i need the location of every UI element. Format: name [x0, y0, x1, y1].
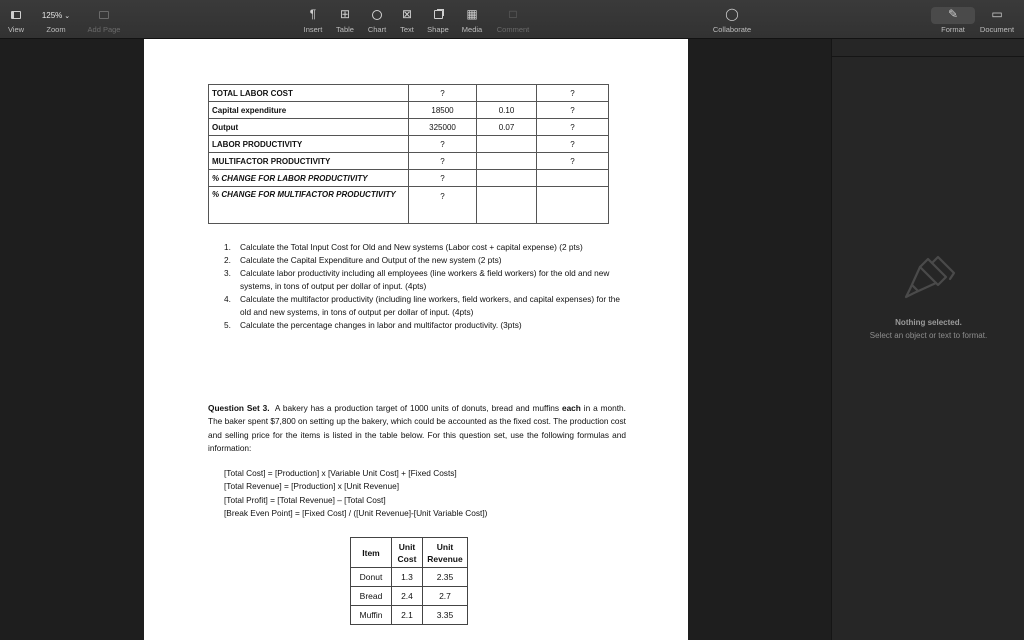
- table-cell[interactable]: ?: [409, 170, 477, 187]
- plus-box-icon: [74, 6, 134, 22]
- list-number: 2.: [224, 255, 231, 265]
- bakery-header-item: Item: [351, 538, 392, 568]
- list-number: 3.: [224, 268, 231, 278]
- table-cell[interactable]: 0.10: [477, 102, 537, 119]
- bakery-header-unit-revenue: Unit Revenue: [423, 538, 468, 568]
- table-cell[interactable]: Donut: [351, 568, 392, 587]
- list-text: Calculate the Capital Expenditure and Output of the new system (2 pts): [240, 255, 502, 265]
- people-icon: ◯: [725, 7, 739, 21]
- table-cell[interactable]: ?: [537, 153, 609, 170]
- table-button[interactable]: ⊞ Table: [315, 6, 375, 34]
- table-cell[interactable]: ?: [537, 136, 609, 153]
- list-text: Calculate labor productivity including all employees (line workers & field workers) for the old and new systems, in tons of output per dollar of input. (4pts): [240, 268, 610, 291]
- document-button[interactable]: ▭ Document: [967, 6, 1024, 34]
- table-cell[interactable]: 3.35: [423, 606, 468, 625]
- table-cell[interactable]: 2.1: [392, 606, 423, 625]
- formula-list: [224, 467, 487, 520]
- list-item: [224, 267, 624, 293]
- table-cell[interactable]: ?: [409, 85, 477, 102]
- table-cell[interactable]: ?: [409, 136, 477, 153]
- document-page[interactable]: [144, 39, 688, 640]
- chart-button[interactable]: Chart: [347, 6, 407, 34]
- list-number: 5.: [224, 320, 231, 330]
- list-item: [224, 241, 624, 254]
- bakery-header-unit-cost: Unit Cost: [392, 538, 423, 568]
- table-cell[interactable]: 18500: [409, 102, 477, 119]
- question-list: [224, 241, 624, 332]
- table-cell[interactable]: 2.35: [423, 568, 468, 587]
- table-row[interactable]: [209, 187, 609, 224]
- row-label[interactable]: % CHANGE FOR MULTIFACTOR PRODUCTIVITY: [209, 187, 409, 224]
- zoom-button[interactable]: 125% ⌄ Zoom: [26, 6, 86, 34]
- add-page-button[interactable]: Add Page: [74, 6, 134, 34]
- format-sidebar: [831, 39, 1024, 640]
- productivity-table[interactable]: [208, 84, 609, 224]
- table-cell[interactable]: 2.7: [423, 587, 468, 606]
- comment-icon: □: [509, 7, 517, 21]
- media-button[interactable]: ▦ Media: [442, 6, 502, 34]
- row-label[interactable]: TOTAL LABOR COST: [209, 85, 409, 102]
- question-set-heading: Question Set 3.: [208, 403, 270, 413]
- formula-line: [Total Revenue] = [Production] x [Unit Revenue]: [224, 481, 400, 492]
- table-cell[interactable]: [537, 187, 609, 224]
- question-set-3-paragraph: Question Set 3. A bakery has a production target of 1000 units of donuts, bread and muffins each in a month. The baker spent $7,800 on setting up the bakery, which could be accounted as the fixed cost. The production cost and selling price for the items is listed in the table below. For this question set, use the following formulas and information:: [208, 403, 626, 453]
- table-cell[interactable]: [537, 170, 609, 187]
- textbox-icon: ⊠: [401, 7, 413, 21]
- row-label[interactable]: LABOR PRODUCTIVITY: [209, 136, 409, 153]
- table-row[interactable]: [209, 153, 609, 170]
- formula-line: [Total Cost] = [Production] x [Variable Unit Cost] + [Fixed Costs]: [224, 468, 457, 478]
- view-button[interactable]: View: [0, 6, 46, 34]
- paintbrush-icon: ✎: [947, 7, 959, 21]
- shape-button[interactable]: Shape: [408, 6, 468, 34]
- list-text: Calculate the multifactor productivity (including line workers, field workers, and capital expenses) for the old and new systems, in tons of output per dollar of input. (4pts): [240, 294, 620, 317]
- table-row[interactable]: [209, 170, 609, 187]
- toolbar: [0, 0, 1024, 39]
- bakery-table[interactable]: [350, 537, 468, 625]
- image-icon: ▦: [466, 7, 478, 21]
- table-cell[interactable]: 0.07: [477, 119, 537, 136]
- table-cell[interactable]: [477, 136, 537, 153]
- comment-button[interactable]: □ Comment: [483, 6, 543, 34]
- text-button[interactable]: ⊠ Text: [377, 6, 437, 34]
- list-number: 1.: [224, 242, 231, 252]
- table-cell[interactable]: Muffin: [351, 606, 392, 625]
- chevron-down-icon: ⌄: [64, 13, 71, 20]
- sidebar-subtitle: Select an object or text to format.: [869, 331, 988, 340]
- table-cell[interactable]: [477, 85, 537, 102]
- table-cell[interactable]: 325000: [409, 119, 477, 136]
- zoom-value[interactable]: 125% ⌄: [41, 11, 71, 20]
- sidebar-header: [832, 39, 1024, 57]
- table-row[interactable]: [351, 587, 468, 606]
- table-cell[interactable]: 2.4: [392, 587, 423, 606]
- table-cell[interactable]: Bread: [351, 587, 392, 606]
- document-icon: ▭: [991, 7, 1003, 21]
- list-item: [224, 254, 624, 267]
- formula-line: [Total Profit] = [Total Revenue] – [Total Cost]: [224, 494, 386, 505]
- list-number: 4.: [224, 294, 231, 304]
- table-cell[interactable]: ?: [537, 119, 609, 136]
- document-canvas[interactable]: [0, 39, 831, 640]
- table-row[interactable]: [209, 102, 609, 119]
- collaborate-button[interactable]: ◯ Collaborate: [702, 6, 762, 34]
- pilcrow-icon: ¶: [309, 7, 317, 21]
- table-cell[interactable]: ?: [409, 153, 477, 170]
- list-text: Calculate the percentage changes in labor and multifactor productivity. (3pts): [240, 320, 522, 330]
- format-button[interactable]: ✎ Format: [923, 6, 983, 34]
- table-row[interactable]: [209, 119, 609, 136]
- row-label[interactable]: Output: [209, 119, 409, 136]
- insert-button[interactable]: ¶ Insert: [283, 6, 343, 34]
- table-cell[interactable]: [477, 187, 537, 224]
- table-cell[interactable]: [477, 170, 537, 187]
- table-row[interactable]: [351, 568, 468, 587]
- table-row[interactable]: [209, 136, 609, 153]
- table-cell[interactable]: ?: [537, 102, 609, 119]
- row-label[interactable]: % CHANGE FOR LABOR PRODUCTIVITY: [209, 170, 409, 187]
- table-cell[interactable]: 1.3: [392, 568, 423, 587]
- table-cell[interactable]: [477, 153, 537, 170]
- table-row[interactable]: [351, 606, 468, 625]
- table-icon: ⊞: [339, 7, 351, 21]
- row-label[interactable]: Capital expenditure: [209, 102, 409, 119]
- sidebar-title: Nothing selected.: [895, 318, 962, 327]
- table-row[interactable]: [209, 85, 609, 102]
- row-label[interactable]: MULTIFACTOR PRODUCTIVITY: [209, 153, 409, 170]
- table-cell[interactable]: ?: [409, 187, 477, 224]
- list-item: [224, 293, 624, 319]
- formula-line: [Break Even Point] = [Fixed Cost] / ([Unit Revenue]-[Unit Variable Cost]): [224, 507, 488, 518]
- list-item: [224, 319, 624, 332]
- table-cell[interactable]: ?: [537, 85, 609, 102]
- list-text: Calculate the Total Input Cost for Old and New systems (Labor cost + capital expense) (2 pts): [240, 242, 583, 252]
- paintbrush-icon: [898, 245, 958, 305]
